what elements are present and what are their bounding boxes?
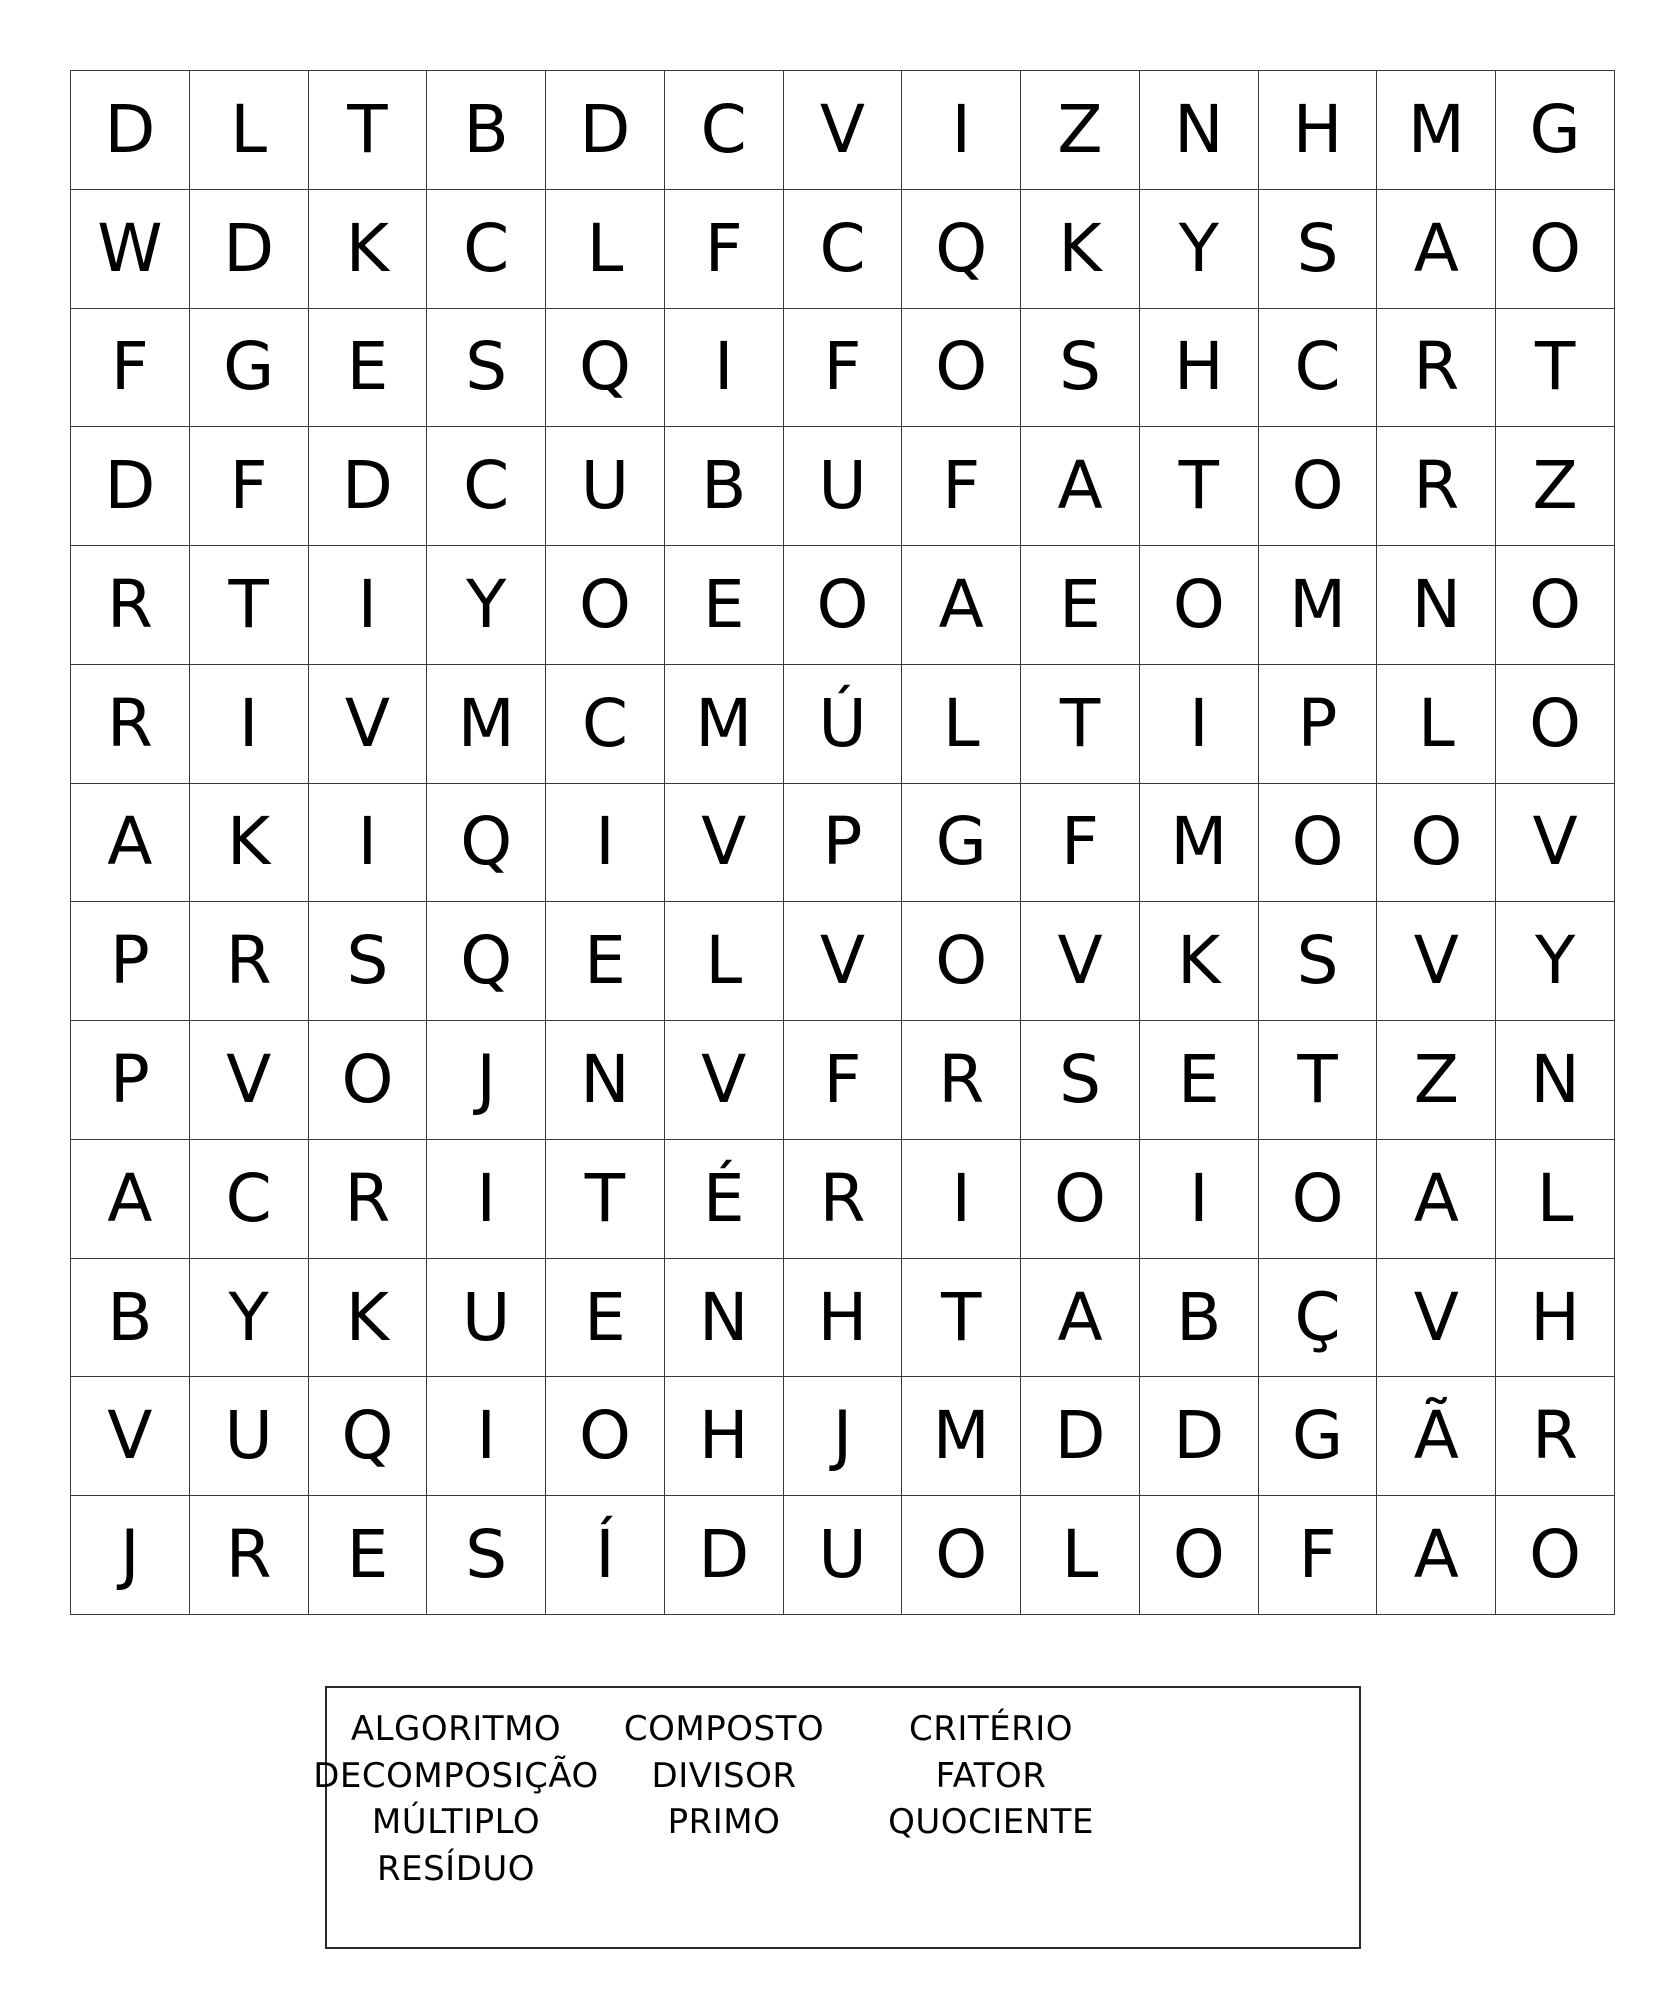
grid-cell[interactable]: F: [190, 427, 309, 546]
grid-cell[interactable]: L: [1496, 1140, 1615, 1259]
grid-cell[interactable]: M: [1140, 784, 1259, 903]
word-bank-item: CRITÉRIO: [908, 1709, 1074, 1749]
grid-cell[interactable]: R: [190, 1496, 309, 1615]
grid-cell[interactable]: V: [1377, 902, 1496, 1021]
grid-cell[interactable]: R: [1377, 427, 1496, 546]
grid-cell[interactable]: V: [1496, 784, 1615, 903]
grid-cell[interactable]: Z: [1496, 427, 1615, 546]
grid-cell[interactable]: S: [1021, 1021, 1140, 1140]
grid-cell[interactable]: A: [1377, 190, 1496, 309]
grid-cell[interactable]: E: [546, 902, 665, 1021]
word-bank-item: DECOMPOSIÇÃO: [313, 1756, 599, 1796]
word-search-grid: [70, 70, 1615, 1615]
grid-cell[interactable]: S: [1259, 902, 1378, 1021]
grid-cell[interactable]: Ã: [1377, 1377, 1496, 1496]
grid-cell[interactable]: R: [71, 665, 190, 784]
grid-cell[interactable]: T: [546, 1140, 665, 1259]
grid-cell[interactable]: O: [1496, 665, 1615, 784]
grid-cell[interactable]: I: [190, 665, 309, 784]
grid-cell[interactable]: O: [1377, 784, 1496, 903]
grid-cell[interactable]: H: [1496, 1259, 1615, 1378]
grid-cell[interactable]: O: [1496, 1496, 1615, 1615]
grid-cell[interactable]: V: [784, 71, 903, 190]
grid-cell[interactable]: O: [784, 546, 903, 665]
grid-cell[interactable]: I: [427, 1377, 546, 1496]
grid-cell[interactable]: Z: [1377, 1021, 1496, 1140]
grid-cell[interactable]: V: [190, 1021, 309, 1140]
grid-cell[interactable]: A: [1377, 1496, 1496, 1615]
grid-cell[interactable]: F: [665, 190, 784, 309]
grid-cell[interactable]: M: [1377, 71, 1496, 190]
grid-cell[interactable]: C: [427, 427, 546, 546]
grid-cell[interactable]: Y: [1496, 902, 1615, 1021]
grid-cell[interactable]: G: [902, 784, 1021, 903]
grid-cell[interactable]: I: [309, 546, 428, 665]
grid-cell[interactable]: A: [1021, 1259, 1140, 1378]
grid-cell[interactable]: N: [1377, 546, 1496, 665]
grid-cell[interactable]: T: [1259, 1021, 1378, 1140]
word-bank-item: ALGORITMO: [350, 1709, 562, 1749]
grid-cell[interactable]: I: [427, 1140, 546, 1259]
grid-cell[interactable]: K: [1021, 190, 1140, 309]
grid-cell[interactable]: V: [1021, 902, 1140, 1021]
grid-cell[interactable]: D: [1021, 1377, 1140, 1496]
grid-cell[interactable]: I: [546, 784, 665, 903]
grid-cell[interactable]: R: [309, 1140, 428, 1259]
grid-cell[interactable]: C: [1259, 309, 1378, 428]
grid-cell[interactable]: S: [1259, 190, 1378, 309]
grid-cell[interactable]: E: [1140, 1021, 1259, 1140]
word-bank-item: DIVISOR: [651, 1756, 797, 1796]
grid-cell[interactable]: É: [665, 1140, 784, 1259]
grid-cell[interactable]: R: [190, 902, 309, 1021]
grid-cell[interactable]: S: [1021, 309, 1140, 428]
grid-cell[interactable]: O: [309, 1021, 428, 1140]
grid-cell[interactable]: V: [784, 902, 903, 1021]
grid-cell[interactable]: K: [309, 1259, 428, 1378]
grid-cell[interactable]: T: [1496, 309, 1615, 428]
grid-cell[interactable]: U: [784, 427, 903, 546]
grid-cell[interactable]: Q: [309, 1377, 428, 1496]
grid-cell[interactable]: E: [546, 1259, 665, 1378]
grid-cell[interactable]: Y: [427, 546, 546, 665]
grid-cell[interactable]: L: [1377, 665, 1496, 784]
word-bank-item: MÚLTIPLO: [371, 1802, 541, 1842]
grid-cell[interactable]: R: [1377, 309, 1496, 428]
grid-cell[interactable]: D: [665, 1496, 784, 1615]
grid-cell[interactable]: J: [427, 1021, 546, 1140]
grid-cell[interactable]: J: [784, 1377, 903, 1496]
grid-cell[interactable]: Ú: [784, 665, 903, 784]
grid-cell[interactable]: D: [546, 71, 665, 190]
grid-cell[interactable]: F: [784, 309, 903, 428]
grid-cell[interactable]: E: [665, 546, 784, 665]
grid-cell[interactable]: T: [190, 546, 309, 665]
grid-cell[interactable]: F: [784, 1021, 903, 1140]
grid-cell[interactable]: Z: [1021, 71, 1140, 190]
grid-cell[interactable]: O: [1496, 190, 1615, 309]
grid-cell[interactable]: Q: [902, 190, 1021, 309]
grid-cell[interactable]: O: [902, 1496, 1021, 1615]
grid-cell[interactable]: D: [190, 190, 309, 309]
grid-cell[interactable]: U: [546, 427, 665, 546]
grid-cell[interactable]: D: [71, 71, 190, 190]
grid-cell[interactable]: C: [784, 190, 903, 309]
grid-cell[interactable]: M: [1259, 546, 1378, 665]
grid-cell[interactable]: S: [427, 1496, 546, 1615]
word-bank-item: RESÍDUO: [376, 1849, 536, 1889]
grid-cell[interactable]: M: [427, 665, 546, 784]
grid-cell[interactable]: V: [309, 665, 428, 784]
grid-cell[interactable]: W: [71, 190, 190, 309]
grid-cell[interactable]: H: [665, 1377, 784, 1496]
grid-cell[interactable]: V: [71, 1377, 190, 1496]
grid-cell[interactable]: I: [309, 784, 428, 903]
grid-cell[interactable]: Ç: [1259, 1259, 1378, 1378]
grid-cell[interactable]: I: [665, 309, 784, 428]
grid-cell[interactable]: U: [190, 1377, 309, 1496]
grid-cell[interactable]: O: [1259, 1140, 1378, 1259]
grid-cell[interactable]: L: [902, 665, 1021, 784]
word-bank-item: COMPOSTO: [623, 1709, 825, 1749]
grid-cell[interactable]: E: [309, 309, 428, 428]
grid-cell[interactable]: C: [427, 190, 546, 309]
grid-cell[interactable]: Y: [1140, 190, 1259, 309]
grid-cell[interactable]: F: [1021, 784, 1140, 903]
grid-cell[interactable]: E: [309, 1496, 428, 1615]
grid-cell[interactable]: A: [1377, 1140, 1496, 1259]
grid-cell[interactable]: E: [1021, 546, 1140, 665]
grid-cell[interactable]: K: [309, 190, 428, 309]
grid-cell[interactable]: A: [71, 784, 190, 903]
grid-cell[interactable]: K: [190, 784, 309, 903]
grid-cell[interactable]: N: [1140, 71, 1259, 190]
grid-cell[interactable]: S: [427, 309, 546, 428]
grid-cell[interactable]: C: [665, 71, 784, 190]
grid-cell[interactable]: O: [902, 309, 1021, 428]
grid-cell[interactable]: R: [71, 546, 190, 665]
grid-cell[interactable]: O: [546, 546, 665, 665]
grid-cell[interactable]: H: [1259, 71, 1378, 190]
grid-cell[interactable]: Q: [427, 784, 546, 903]
grid-cell[interactable]: Q: [427, 902, 546, 1021]
grid-cell[interactable]: P: [784, 784, 903, 903]
grid-cell[interactable]: L: [546, 190, 665, 309]
grid-cell[interactable]: G: [1496, 71, 1615, 190]
grid-cell[interactable]: R: [1496, 1377, 1615, 1496]
grid-cell[interactable]: S: [309, 902, 428, 1021]
grid-cell[interactable]: U: [427, 1259, 546, 1378]
grid-cell[interactable]: F: [1259, 1496, 1378, 1615]
grid-cell[interactable]: N: [1496, 1021, 1615, 1140]
grid-cell[interactable]: I: [1140, 1140, 1259, 1259]
grid-cell[interactable]: A: [902, 546, 1021, 665]
grid-cell[interactable]: N: [665, 1259, 784, 1378]
grid-cell[interactable]: O: [902, 902, 1021, 1021]
grid-cell[interactable]: V: [665, 784, 784, 903]
grid-cell[interactable]: P: [71, 902, 190, 1021]
grid-cell[interactable]: B: [665, 427, 784, 546]
grid-cell[interactable]: F: [902, 427, 1021, 546]
grid-cell[interactable]: F: [71, 309, 190, 428]
word-bank-item: QUOCIENTE: [888, 1802, 1094, 1842]
grid-cell[interactable]: O: [1021, 1140, 1140, 1259]
grid-cell[interactable]: T: [309, 71, 428, 190]
grid-cell[interactable]: T: [902, 1259, 1021, 1378]
grid-cell[interactable]: O: [1259, 427, 1378, 546]
grid-cell[interactable]: O: [546, 1377, 665, 1496]
grid-cell[interactable]: R: [902, 1021, 1021, 1140]
grid-cell[interactable]: H: [784, 1259, 903, 1378]
grid-cell[interactable]: D: [1140, 1377, 1259, 1496]
grid-cell[interactable]: T: [1021, 665, 1140, 784]
grid-cell[interactable]: O: [1140, 546, 1259, 665]
grid-cell[interactable]: D: [309, 427, 428, 546]
word-bank-item: FATOR: [935, 1756, 1047, 1796]
grid-cell[interactable]: M: [665, 665, 784, 784]
grid-cell[interactable]: G: [190, 309, 309, 428]
grid-cell[interactable]: P: [71, 1021, 190, 1140]
grid-cell[interactable]: O: [1496, 546, 1615, 665]
grid-cell[interactable]: I: [902, 71, 1021, 190]
grid-cell[interactable]: L: [190, 71, 309, 190]
grid-cell[interactable]: I: [902, 1140, 1021, 1259]
grid-cell[interactable]: Y: [190, 1259, 309, 1378]
grid-cell[interactable]: N: [546, 1021, 665, 1140]
grid-cell[interactable]: K: [1140, 902, 1259, 1021]
grid-cell[interactable]: B: [1140, 1259, 1259, 1378]
word-bank: [313, 1686, 1361, 1949]
grid-cell[interactable]: P: [1259, 665, 1378, 784]
grid-cell[interactable]: G: [1259, 1377, 1378, 1496]
grid-cell[interactable]: B: [427, 71, 546, 190]
grid-cell[interactable]: R: [784, 1140, 903, 1259]
grid-cell[interactable]: M: [902, 1377, 1021, 1496]
grid-cell[interactable]: C: [546, 665, 665, 784]
grid-cell[interactable]: A: [1021, 427, 1140, 546]
grid-cell[interactable]: L: [665, 902, 784, 1021]
grid-cell[interactable]: V: [665, 1021, 784, 1140]
grid-cell[interactable]: C: [190, 1140, 309, 1259]
grid-cell[interactable]: Q: [546, 309, 665, 428]
grid-cell[interactable]: A: [71, 1140, 190, 1259]
grid-cell[interactable]: B: [71, 1259, 190, 1378]
grid-cell[interactable]: T: [1140, 427, 1259, 546]
grid-cell[interactable]: I: [1140, 665, 1259, 784]
grid-cell[interactable]: L: [1021, 1496, 1140, 1615]
grid-cell[interactable]: V: [1377, 1259, 1496, 1378]
grid-cell[interactable]: H: [1140, 309, 1259, 428]
grid-cell[interactable]: J: [71, 1496, 190, 1615]
grid-cell[interactable]: O: [1140, 1496, 1259, 1615]
word-bank-item: PRIMO: [667, 1802, 781, 1842]
grid-cell[interactable]: D: [71, 427, 190, 546]
grid-cell[interactable]: U: [784, 1496, 903, 1615]
grid-cell[interactable]: Í: [546, 1496, 665, 1615]
grid-cell[interactable]: O: [1259, 784, 1378, 903]
